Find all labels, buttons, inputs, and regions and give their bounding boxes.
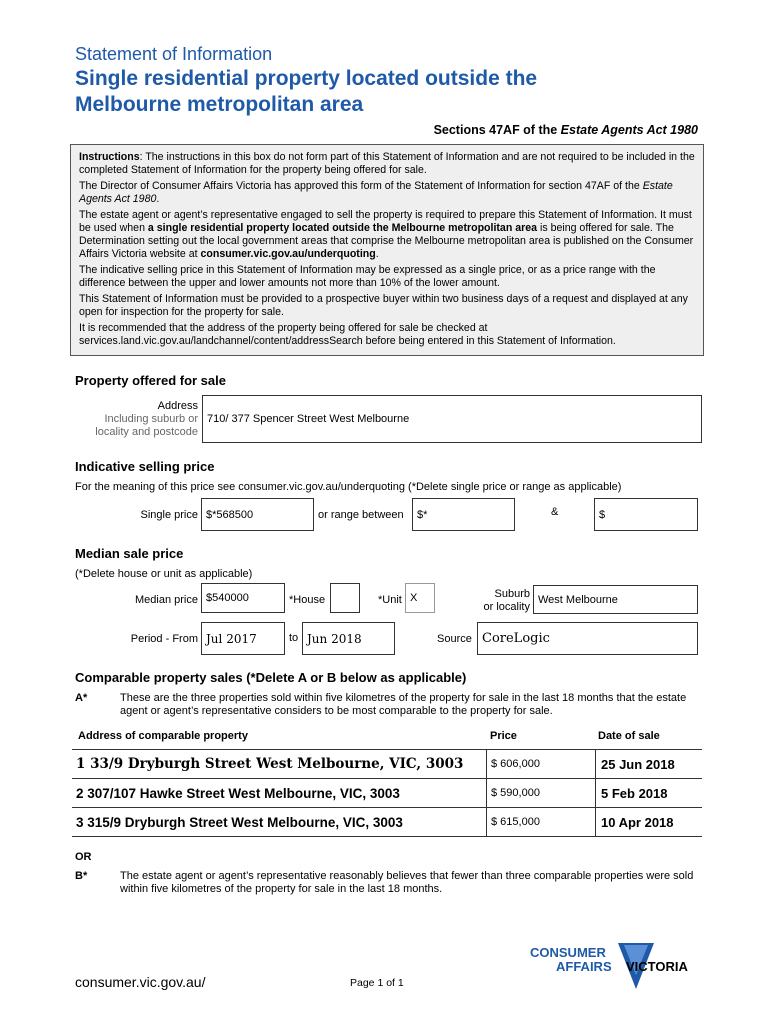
range-high-value: $	[599, 508, 606, 521]
indicative-section-title: Indicative selling price	[75, 459, 215, 474]
instructions-p5: This Statement of Information must be provided to a prospective buyer within two business days of a request and displayed at any open for inspection for the property for sale.	[79, 293, 688, 318]
consumer-affairs-victoria-logo	[530, 943, 708, 993]
range-label: or range between	[318, 509, 404, 521]
instructions-p6: It is recommended that the address of the property being offered for sale be checked at services.land.vic.gov.au/landchannel/content/addressSearch before being entered in this Statement of Information.	[79, 322, 616, 347]
instructions-p3	[79, 209, 695, 261]
instructions-p2-end: .	[156, 193, 160, 205]
period-from-label: Period - From	[130, 633, 198, 645]
instructions-p1	[79, 151, 695, 177]
property-section-title: Property offered for sale	[75, 373, 226, 388]
house-label: *House	[289, 594, 326, 606]
suburb-label	[470, 588, 530, 614]
source-value: CoreLogic	[482, 631, 550, 646]
period-to-value: Jun 2018	[307, 631, 362, 646]
indicative-note: For the meaning of this price see consumer.vic.gov.au/underquoting (*Delete single price or range as applicable)	[75, 481, 622, 493]
instructions-p3-end: .	[375, 248, 379, 260]
source-label: Source	[437, 633, 472, 645]
comparable-price-2: $ 590,000	[486, 779, 595, 807]
range-ampersand: &	[551, 506, 559, 518]
address-label-line2: Including suburb or	[104, 413, 198, 425]
range-low-value: $*	[417, 508, 428, 521]
instructions-p2-act: Estate Agents Act 1980	[79, 180, 673, 205]
range-low-field[interactable]	[412, 498, 515, 531]
comparable-address-1: 1 33/9 Dryburgh Street West Melbourne, VIC, 3003	[76, 756, 464, 772]
act-reference	[434, 123, 698, 137]
col-price-header: Price	[490, 730, 517, 742]
or-label: OR	[75, 851, 92, 863]
comparable-date-2: 5 Feb 2018	[595, 779, 702, 807]
single-price-field[interactable]	[201, 498, 314, 531]
comparable-address-2: 2 307/107 Hawke Street West Melbourne, VIC, 3003	[76, 785, 400, 801]
comparable-date-1: 25 Jun 2018	[595, 750, 702, 778]
act-reference-prefix: Sections 47AF of the	[433, 123, 561, 137]
source-field[interactable]	[477, 622, 698, 655]
period-from-value: Jul 2017	[206, 631, 257, 646]
option-a-label: A*	[75, 692, 88, 704]
page-number: Page 1 of 1	[350, 977, 404, 989]
page-title-line2: Melbourne metropolitan area	[75, 93, 364, 116]
period-from-field[interactable]	[201, 622, 285, 655]
option-b-text: The estate agent or agent’s representative reasonably believes that fewer than three comparable properties were sold within five kilometres of the property for sale in the last 18 months.	[120, 870, 694, 895]
single-price-value: $*568500	[206, 508, 254, 521]
unit-value: X	[410, 592, 418, 604]
col-address-header: Address of comparable property	[78, 730, 248, 742]
suburb-value: West Melbourne	[538, 593, 618, 606]
col-date-header: Date of sale	[598, 730, 660, 742]
comparable-section-title: Comparable property sales (*Delete A or B below as applicable)	[75, 670, 467, 685]
page-title-line1: Single residential property located outside the	[75, 67, 538, 90]
median-price-label: Median price	[135, 594, 198, 606]
single-price-label: Single price	[140, 509, 198, 521]
instructions-p1-text: : The instructions in this box do not form part of this Statement of Information and are not required to be included in the completed Statement of Information for the property being offered for sale.	[79, 151, 695, 176]
range-high-field[interactable]	[594, 498, 698, 531]
footer-url[interactable]: consumer.vic.gov.au/	[75, 974, 206, 990]
option-a-text: These are the three properties sold within five kilometres of the property for sale in the last 18 months that the estate agent or agent’s representative considers to be most comparable to the property for sale.	[120, 692, 687, 717]
logo-line1: CONSUMER	[530, 945, 606, 960]
instructions-label: Instructions	[79, 151, 140, 163]
comparable-price-3: $ 615,000	[486, 808, 595, 836]
median-price-value: $540000	[206, 592, 249, 604]
suburb-label-line2: or locality	[483, 601, 530, 613]
instructions-p3-text-b: is being offered for sale. The Determination setting out the local government areas that comprise the Melbourne metropolitan area is published on the Consumer Affairs Victoria website at	[79, 222, 694, 260]
option-b-label: B*	[75, 870, 88, 882]
instructions-p3-bold: a single residential property located outside the Melbourne metropolitan area	[147, 222, 538, 234]
suburb-field[interactable]	[533, 585, 698, 614]
act-name: Estate Agents Act 1980	[560, 123, 698, 137]
page-title	[75, 66, 537, 118]
table-row	[72, 778, 702, 807]
table-row	[72, 807, 702, 837]
unit-field[interactable]	[405, 583, 435, 613]
median-section-title: Median sale price	[75, 546, 184, 561]
address-label	[80, 400, 198, 439]
period-to-field[interactable]	[302, 622, 395, 655]
instructions-p3-text-a: The estate agent or agent’s representative engaged to sell the property is required to prepare this Statement of Information. It must be used when	[79, 209, 692, 234]
address-field[interactable]	[202, 395, 702, 443]
median-note: (*Delete house or unit as applicable)	[75, 568, 253, 580]
table-row	[72, 749, 702, 778]
unit-label: *Unit	[378, 594, 402, 606]
instructions-box	[70, 144, 704, 356]
period-to-label: to	[289, 632, 299, 644]
instructions-p4: The indicative selling price in this Statement of Information may be expressed as a single price, or as a price range with the difference between the upper and lower amounts not more than 10% of the lower amount.	[79, 264, 656, 289]
instructions-p2	[79, 180, 695, 206]
instructions-p2-text: The Director of Consumer Affairs Victoria has approved this form of the Statement of Information for section 47AF of the	[79, 180, 643, 192]
comparable-price-1: $ 606,000	[486, 750, 595, 778]
median-price-field[interactable]	[201, 583, 285, 613]
comparable-address-3: 3 315/9 Dryburgh Street West Melbourne, VIC, 3003	[76, 814, 403, 830]
address-label-line1: Address	[157, 400, 198, 412]
house-field[interactable]	[330, 583, 360, 613]
logo-line2: AFFAIRS	[556, 959, 612, 974]
form-type-title: Statement of Information	[75, 44, 273, 64]
address-value: 710/ 377 Spencer Street West Melbourne	[207, 413, 410, 425]
suburb-label-line1: Suburb	[494, 588, 530, 600]
comparable-date-3: 10 Apr 2018	[595, 808, 702, 836]
logo-line3: VICTORIA	[626, 959, 688, 974]
address-label-line3: locality and postcode	[95, 426, 198, 438]
underquoting-link[interactable]: consumer.vic.gov.au/underquoting	[200, 248, 376, 260]
comparable-table	[72, 749, 702, 837]
